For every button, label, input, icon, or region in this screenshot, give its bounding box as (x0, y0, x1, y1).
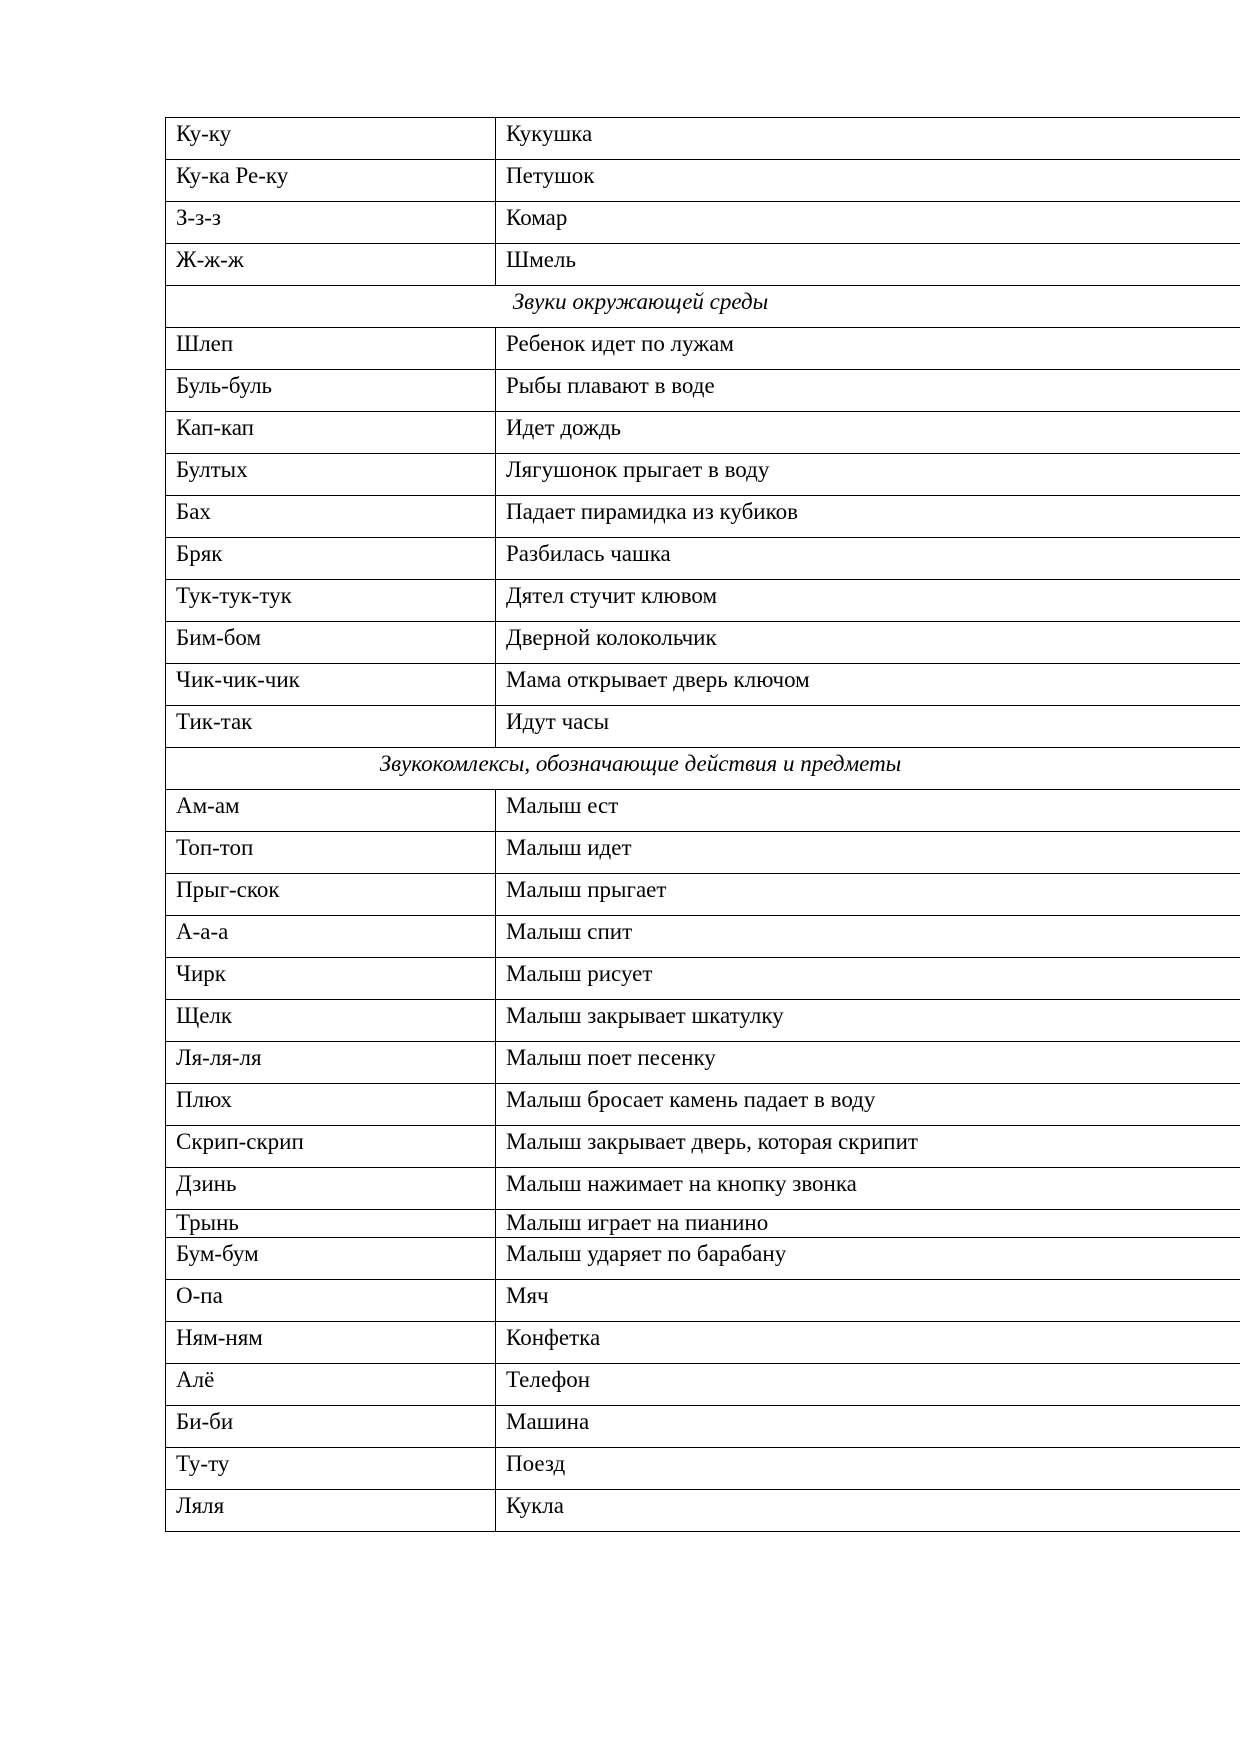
sound-cell: Плюх (166, 1084, 496, 1126)
sound-cell: Бряк (166, 538, 496, 580)
meaning-cell: Телефон (496, 1364, 1240, 1406)
meaning-cell: Малыш бросает камень падает в воду (496, 1084, 1240, 1126)
sound-cell: Щелк (166, 1000, 496, 1042)
sound-cell: Ляля (166, 1490, 496, 1532)
section-title: Звуки окружающей среды (166, 286, 1240, 328)
table-row (166, 1126, 1240, 1168)
sound-cell: Бум-бум (166, 1238, 496, 1280)
sound-cell: Кап-кап (166, 412, 496, 454)
table-row (166, 706, 1240, 748)
section-header-row (166, 748, 1240, 790)
table-row (166, 958, 1240, 1000)
section-header-row (166, 286, 1240, 328)
meaning-cell: Малыш закрывает дверь, которая скрипит (496, 1126, 1240, 1168)
sound-cell: Алё (166, 1364, 496, 1406)
meaning-cell: Малыш поет песенку (496, 1042, 1240, 1084)
sound-cell: Тук-тук-тук (166, 580, 496, 622)
table-row (166, 496, 1240, 538)
table-row (166, 1280, 1240, 1322)
sound-cell: Би-би (166, 1406, 496, 1448)
meaning-cell: Дверной колокольчик (496, 622, 1240, 664)
table-row (166, 580, 1240, 622)
meaning-cell: Мама открывает дверь ключом (496, 664, 1240, 706)
sound-cell: Бим-бом (166, 622, 496, 664)
meaning-cell: Кукушка (496, 118, 1240, 160)
meaning-cell: Малыш рисует (496, 958, 1240, 1000)
meaning-cell: Малыш спит (496, 916, 1240, 958)
meaning-cell: Комар (496, 202, 1240, 244)
meaning-cell: Мяч (496, 1280, 1240, 1322)
sound-cell: Дзинь (166, 1168, 496, 1210)
sound-cell: Ля-ля-ля (166, 1042, 496, 1084)
meaning-cell: Малыш закрывает шкатулку (496, 1000, 1240, 1042)
meaning-cell: Малыш играет на пианино (496, 1210, 1240, 1238)
sound-cell: Чирк (166, 958, 496, 1000)
meaning-cell: Петушок (496, 160, 1240, 202)
sound-cell: Бах (166, 496, 496, 538)
table-row (166, 1364, 1240, 1406)
meaning-cell: Малыш прыгает (496, 874, 1240, 916)
sound-cell: Скрип-скрип (166, 1126, 496, 1168)
table-row (166, 664, 1240, 706)
table-row (166, 874, 1240, 916)
meaning-cell: Дятел стучит клювом (496, 580, 1240, 622)
meaning-cell: Конфетка (496, 1322, 1240, 1364)
table-row (166, 370, 1240, 412)
table-row (166, 1000, 1240, 1042)
table-row (166, 1168, 1240, 1210)
section-title: Звукокомлексы, обозначающие действия и предметы (166, 748, 1240, 790)
sound-cell: З-з-з (166, 202, 496, 244)
table-row (166, 454, 1240, 496)
sound-cell: Топ-топ (166, 832, 496, 874)
table-row (166, 1210, 1240, 1238)
meaning-cell: Малыш идет (496, 832, 1240, 874)
table-row (166, 1322, 1240, 1364)
sound-cell: Ж-ж-ж (166, 244, 496, 286)
table-row (166, 1042, 1240, 1084)
sound-cell: Буль-буль (166, 370, 496, 412)
meaning-cell: Лягушонок прыгает в воду (496, 454, 1240, 496)
meaning-cell: Идет дождь (496, 412, 1240, 454)
table-row (166, 1084, 1240, 1126)
sound-cell: О-па (166, 1280, 496, 1322)
meaning-cell: Малыш нажимает на кнопку звонка (496, 1168, 1240, 1210)
table-row (166, 202, 1240, 244)
meaning-cell: Ребенок идет по лужам (496, 328, 1240, 370)
sound-cell: А-а-а (166, 916, 496, 958)
sounds-table-body (166, 118, 1240, 1532)
table-row (166, 118, 1240, 160)
meaning-cell: Кукла (496, 1490, 1240, 1532)
meaning-cell: Малыш ест (496, 790, 1240, 832)
meaning-cell: Машина (496, 1406, 1240, 1448)
table-row (166, 244, 1240, 286)
table-row (166, 622, 1240, 664)
meaning-cell: Малыш ударяет по барабану (496, 1238, 1240, 1280)
table-row (166, 916, 1240, 958)
table-row (166, 160, 1240, 202)
meaning-cell: Падает пирамидка из кубиков (496, 496, 1240, 538)
sounds-table (165, 117, 1240, 1532)
sound-cell: Ту-ту (166, 1448, 496, 1490)
table-row (166, 790, 1240, 832)
sound-cell: Ку-ку (166, 118, 496, 160)
sound-cell: Ку-ка Ре-ку (166, 160, 496, 202)
sound-cell: Трынь (166, 1210, 496, 1238)
meaning-cell: Рыбы плавают в воде (496, 370, 1240, 412)
sound-cell: Ам-ам (166, 790, 496, 832)
table-row (166, 538, 1240, 580)
sound-cell: Бултых (166, 454, 496, 496)
sound-cell: Шлеп (166, 328, 496, 370)
table-row (166, 1406, 1240, 1448)
sound-cell: Прыг-скок (166, 874, 496, 916)
meaning-cell: Шмель (496, 244, 1240, 286)
sound-cell: Чик-чик-чик (166, 664, 496, 706)
sound-cell: Ням-ням (166, 1322, 496, 1364)
table-row (166, 1490, 1240, 1532)
meaning-cell: Поезд (496, 1448, 1240, 1490)
table-row (166, 412, 1240, 454)
sound-cell: Тик-так (166, 706, 496, 748)
meaning-cell: Разбилась чашка (496, 538, 1240, 580)
table-row (166, 1448, 1240, 1490)
meaning-cell: Идут часы (496, 706, 1240, 748)
table-row (166, 328, 1240, 370)
table-row (166, 1238, 1240, 1280)
table-row (166, 832, 1240, 874)
